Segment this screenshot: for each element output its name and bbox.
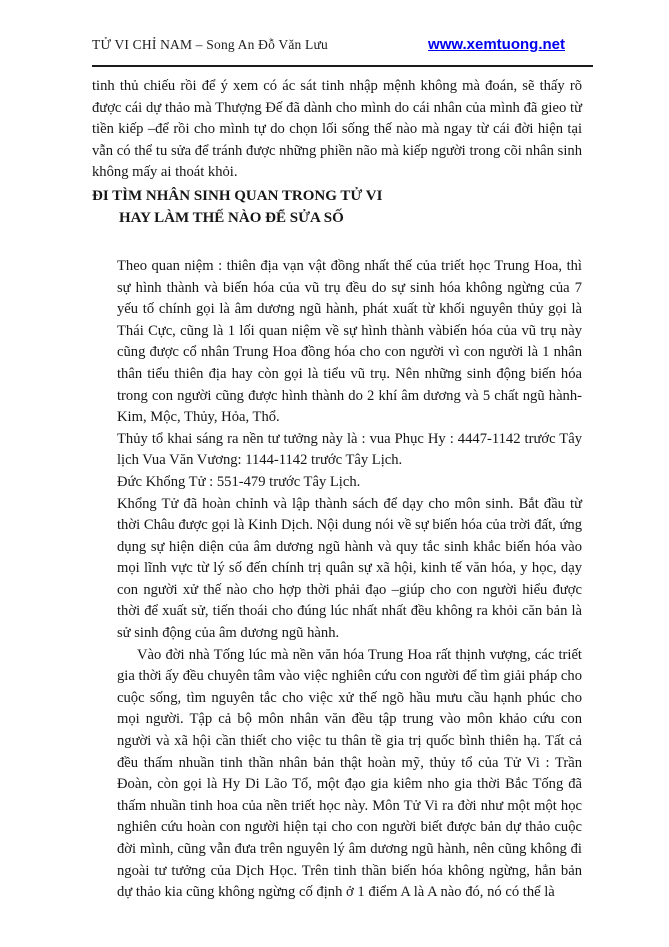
section-heading	[92, 185, 582, 230]
section-body	[117, 256, 582, 904]
page-header	[92, 36, 593, 53]
section-heading-line-2: HAY LÀM THẾ NÀO ĐỂ SỬA SỐ	[119, 210, 344, 227]
section-heading-line-1: ĐI TÌM NHÂN SINH QUAN TRONG TỬ VI	[92, 187, 383, 204]
document-body	[92, 76, 582, 904]
intro-paragraph: tinh thủ chiếu rồi để ý xem có ác sát tinh nhập mệnh không mà đoán, sẽ thấy rõ được cái dự thảo mà Thượng Đế đã dành cho mình do cái nhân của mình đã gieo từ tiền kiếp –để rồi cho mình tự do chọn lối sống thế nào mà ngay từ cái đời hiện tại vẫn có thể tu sửa để tránh được những phiền não mà kiếp người trong cõi nhân sinh không mấy ai thoát khỏi.	[92, 78, 582, 181]
header-divider	[92, 65, 593, 67]
document-title: TỬ VI CHỈ NAM – Song An Đỗ Văn Lưu	[92, 37, 328, 52]
website-link[interactable]: www.xemtuong.net	[428, 36, 565, 53]
body-paragraph-2: Thủy tổ khai sáng ra nền tư tưởng này là : vua Phục Hy : 4447-1142 trước Tây lịch Vua Văn Vương: 1144-1142 trước Tây Lịch.	[117, 430, 582, 469]
body-paragraph-4: Khổng Tử đã hoàn chỉnh và lập thành sách để dạy cho môn sinh. Bắt đầu từ thời Châu được gọi là Kinh Dịch. Nội dung nói về sự biến hóa của trời đất, ứng dụng sự hiện diện của âm dương ngũ hành và quy tắc sinh khắc biến hóa vào mọi lĩnh vực từ lý số đến chính trị quân sự xã hội, kinh tế văn hóa, y học, dạy con người xử thế nào cho hợp thời phải đạo –giúp cho con người hiểu được thời để xuất sử, tiến thoái cho đúng lúc nhất nhất đều không ra khỏi căn bản là sử sinh động của âm dương ngũ hành.	[117, 495, 582, 642]
body-paragraph-1: Theo quan niệm : thiên địa vạn vật đồng nhất thế của triết học Trung Hoa, thì sự hình thành và biến hóa của vũ trụ đều do sự sinh hóa không ngừng của 7 yếu tố chính gọi là âm dương ngũ hành, phát xuất từ khối nguyên thủy gọi là Thái Cực, cũng là 1 lối quan niệm về sự hình thành vàbiến hóa của vũ trụ này cũng được cổ nhân Trung Hoa đồng hóa cho con người vì con người là 1 nhân thân tiểu thiên địa hay còn gọi là tiểu vũ trụ. Nên những sinh động biến hóa trong con người cũng được hình thành do 2 khí âm dương và 5 chất ngũ hành- Kim, Mộc, Thủy, Hỏa, Thổ.	[117, 257, 582, 426]
body-paragraph-3: Đức Khổng Tử : 551-479 trước Tây Lịch.	[117, 473, 361, 490]
body-paragraph-5: Vào đời nhà Tống lúc mà nền văn hóa Trung Hoa rất thịnh vượng, các triết gia thời ấy đều chuyên tâm vào việc nghiên cứu con người để tìm giải pháp cho cuộc sống, tìm nguyên tắc cho việc xử thế ngõ hầu mưu cầu hạnh phúc cho mọi người. Tập cả bộ môn nhân văn đều tập trung vào môn khảo cứu con người và xã hội cần thiết cho việc tu thân tề gia trị quốc bình thiên hạ. Tất cả đều thấm nhuần tinh thần nhân bản thật hoàn mỹ, thủy tổ của Tử Vi : Trần Đoàn, còn gọi là Hy Di Lão Tổ, một đạo gia kiêm nho gia thời Bắc Tống đã thấm nhuần tinh hoa của nền triết học này. Môn Tử Vi ra đời như một một học nghiên cứu hoàn con người hiện tại cho con người biết được bản dự thảo cuộc đời mình, cũng vẫn đưa trên nguyên lý âm dương ngũ hành, nên cũng không đi ngoài tư tưởng của Dịch Học. Trên tinh thần biến hóa không ngừng, hẳn bản dự thảo kia cũng không ngừng cố định ở 1 điểm A là A nào đó, nó có thể là	[117, 646, 582, 901]
